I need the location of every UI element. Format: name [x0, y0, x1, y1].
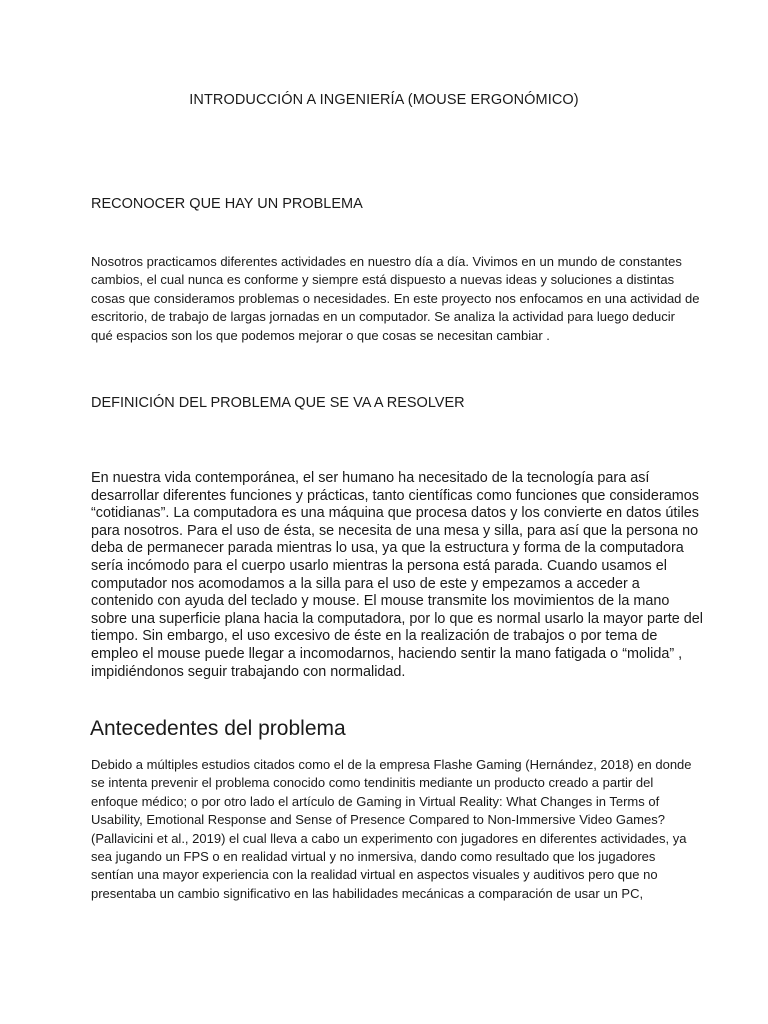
paragraph-line: “cotidianas”. La computadora es una máquina que procesa datos y los convierte en datos útiles [91, 505, 699, 522]
paragraph-line: contenido con ayuda del teclado y mouse. El mouse transmite los movimientos de la mano [91, 593, 670, 610]
section-heading-definicion: DEFINICIÓN DEL PROBLEMA QUE SE VA A RESOLVER [91, 395, 465, 411]
paragraph-line: deba de permanecer parada mientras lo usa, ya que la estructura y forma de la computadora [91, 540, 684, 557]
paragraph-reconocer [91, 253, 700, 345]
paragraph-line: sobre una superficie plana hacia la computadora, por lo que es normal usarlo la mayor parte del [91, 610, 703, 627]
paragraph-line: se intenta prevenir el problema conocido como tendinitis mediante un producto creado a partir del [91, 775, 654, 791]
paragraph-line: sería incómodo para el cuerpo usarlo mientras la persona está parada. Cuando usamos el [91, 557, 667, 574]
paragraph-definicion [91, 470, 703, 681]
paragraph-line: sentían una mayor experiencia con la realidad virtual en aspectos visuales y auditivos pero que no [91, 867, 658, 883]
paragraph-line: Debido a múltiples estudios citados como el de la empresa Flashe Gaming (Hernández, 2018) en donde [91, 757, 692, 772]
paragraph-line: impidiéndonos seguir trabajando con normalidad. [91, 663, 406, 680]
paragraph-line: presentaba un cambio significativo en las habilidades mecánicas a comparación de usar un PC, [91, 885, 644, 901]
paragraph-line: computador nos acomodamos a la silla para el uso de este y empezamos a acceder a [91, 575, 640, 592]
document-title: INTRODUCCIÓN A INGENIERÍA (MOUSE ERGONÓMICO) [189, 92, 579, 108]
section-heading-reconocer: RECONOCER QUE HAY UN PROBLEMA [91, 196, 363, 212]
paragraph-line: cambios, el cual nunca es conforme y siempre está dispuesto a nuevas ideas y soluciones a distintas [91, 272, 675, 288]
paragraph-line: Nosotros practicamos diferentes actividades en nuestro día a día. Vivimos en un mundo de constantes [91, 254, 682, 269]
paragraph-line: (Pallavicini et al., 2019) el cual lleva a cabo un experimento con jugadores en diferentes actividades, ya [91, 830, 687, 846]
paragraph-line: empleo el mouse puede llegar a incomodarnos, haciendo sentir la mano fatigada o “molida” , [91, 645, 683, 662]
section-heading-antecedentes: Antecedentes del problema [90, 717, 346, 740]
paragraph-line: para nosotros. Para el uso de ésta, se necesita de una mesa y silla, para así que la persona no [91, 522, 699, 539]
paragraph-line: escritorio, de trabajo de largas jornadas en un computador. Se analiza la actividad para luego deducir [91, 309, 675, 325]
paragraph-line: cosas que consideramos problemas o necesidades. En este proyecto nos enfocamos en una actividad de [91, 290, 700, 306]
paragraph-line: tiempo. Sin embargo, el uso excesivo de éste en la realización de trabajos o por tema de [91, 628, 658, 645]
paragraph-line: En nuestra vida contemporánea, el ser humano ha necesitado de la tecnología para así [91, 470, 650, 486]
paragraph-line: enfoque médico; o por otro lado el artículo de Gaming in Virtual Reality: What Changes in Terms of [91, 793, 660, 809]
paragraph-antecedentes [91, 756, 691, 903]
paragraph-line: desarrollar diferentes funciones y prácticas, tanto científicas como funciones que consideramos [91, 487, 699, 504]
paragraph-line: Usability, Emotional Response and Sense of Presence Compared to Non-Immersive Video Games? [91, 812, 665, 828]
paragraph-line: sea jugando un FPS o en realidad virtual y no inmersiva, dando como resultado que los jugadores [91, 849, 656, 865]
paragraph-line: qué espacios son los que podemos mejorar o que cosas se necesitan cambiar . [91, 327, 550, 343]
